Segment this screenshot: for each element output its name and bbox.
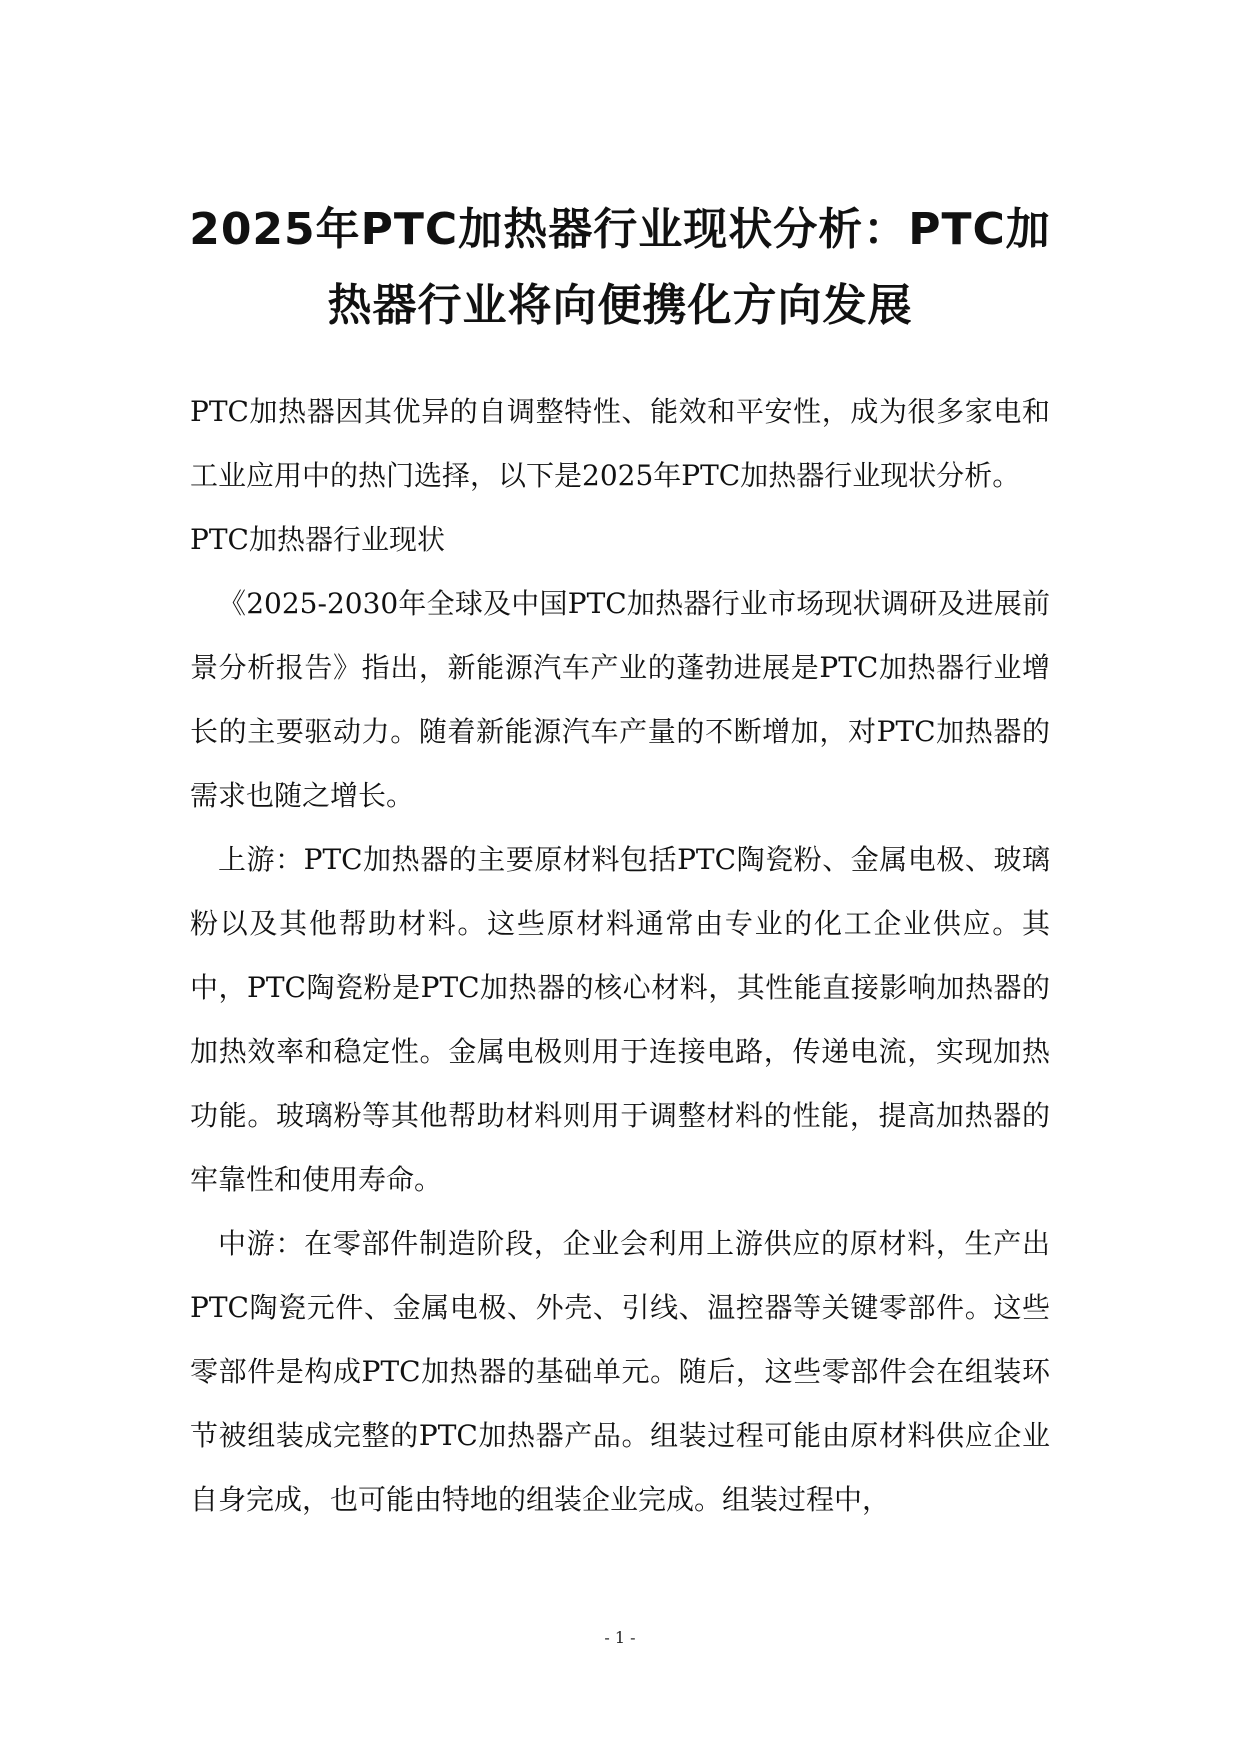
- section-heading: PTC加热器行业现状: [190, 523, 445, 556]
- page-number: - 1 -: [604, 1628, 636, 1647]
- document-title: [180, 192, 1060, 344]
- report-paragraph: 《2025-2030年全球及中国PTC加热器行业市场现状调研及进展前景分析报告》指出，新能源汽车产业的蓬勃进展是PTC加热器行业增长的主要驱动力。随着新能源汽车产量的不断增加，对PTC加热器的需求也随之增长。: [190, 587, 1050, 812]
- title-line-1: 2025年PTC加热器行业现状分析：PTC加: [189, 204, 1051, 255]
- upstream-paragraph: 上游：PTC加热器的主要原材料包括PTC陶瓷粉、金属电极、玻璃粉以及其他帮助材料。这些原材料通常由专业的化工企业供应。其中，PTC陶瓷粉是PTC加热器的核心材料，其性能直接影响加热器的加热效率和稳定性。金属电极则用于连接电路，传递电流，实现加热功能。玻璃粉等其他帮助材料则用于调整材料的性能，提高加热器的牢靠性和使用寿命。: [190, 843, 1050, 1196]
- document-body: [190, 380, 1050, 1532]
- intro-paragraph: PTC加热器因其优异的自调整特性、能效和平安性，成为很多家电和工业应用中的热门选择，以下是2025年PTC加热器行业现状分析。: [190, 395, 1050, 492]
- midstream-paragraph: 中游：在零部件制造阶段，企业会利用上游供应的原材料，生产出PTC陶瓷元件、金属电极、外壳、引线、温控器等关键零部件。这些零部件是构成PTC加热器的基础单元。随后，这些零部件会在组装环节被组装成完整的PTC加热器产品。组装过程可能由原材料供应企业自身完成，也可能由特地的组装企业完成。组装过程中，: [190, 1227, 1050, 1516]
- title-line-2: 热器行业将向便携化方向发展: [327, 280, 913, 331]
